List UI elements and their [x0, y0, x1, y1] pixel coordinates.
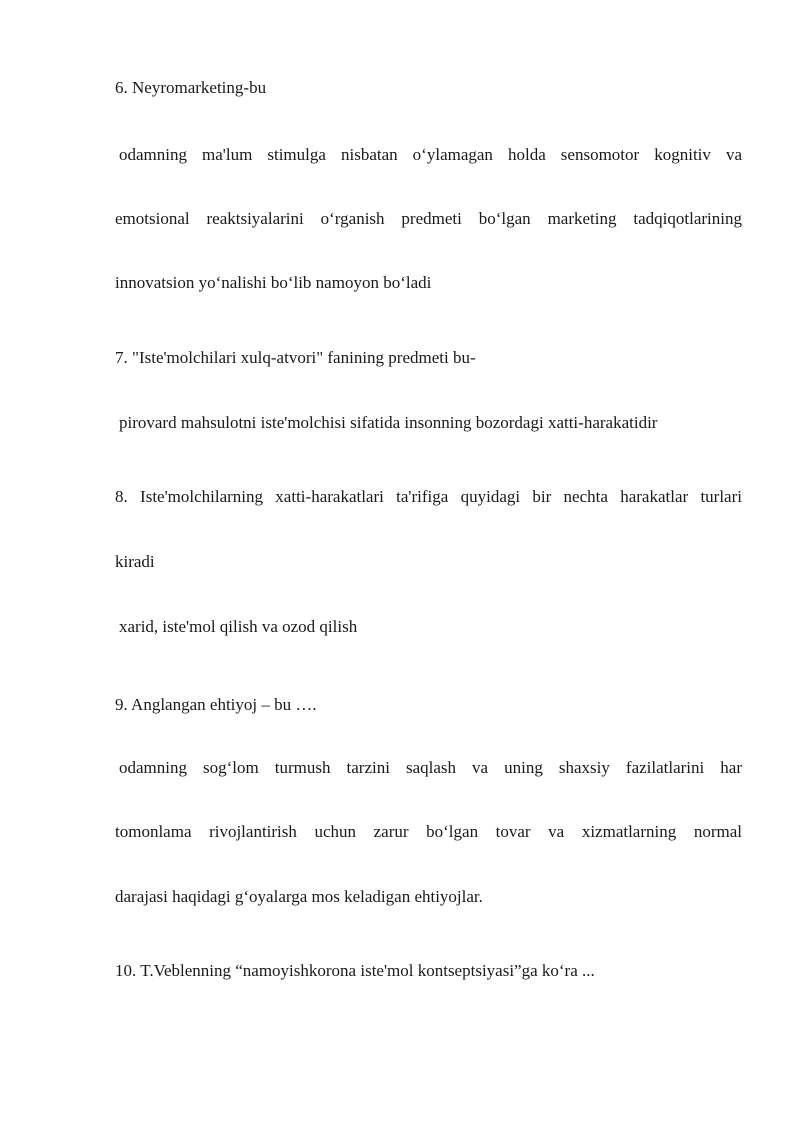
- question-8-title-line-1: 8. Iste'molchilarning xatti-harakatlari ta'rifiga quyidagi bir nechta harakatlar turlari: [115, 487, 742, 506]
- question-9-answer-line-1: odamning sog‘lom turmush tarzini saqlash va uning shaxsiy fazilatlarini har: [119, 758, 742, 777]
- question-6-answer-line-2: emotsional reaktsiyalarini o‘rganish predmeti bo‘lgan marketing tadqiqotlarining: [115, 209, 742, 228]
- question-9-answer-line-3: darajasi haqidagi g‘oyalarga mos keladigan ehtiyojlar.: [115, 887, 483, 906]
- question-6-answer-line-3: innovatsion yo‘nalishi bo‘lib namoyon bo‘ladi: [115, 273, 432, 292]
- question-10-title: 10. T.Veblenning “namoyishkorona iste'mol kontseptsiyasi”ga ko‘ra ...: [115, 961, 595, 980]
- question-7-answer: pirovard mahsulotni iste'molchisi sifatida insonning bozordagi xatti-harakatidir: [119, 413, 658, 432]
- question-9-title: 9. Anglangan ehtiyoj – bu ….: [115, 695, 317, 714]
- question-8-title-line-2: kiradi: [115, 552, 155, 571]
- question-9-answer-line-2: tomonlama rivojlantirish uchun zarur bo‘lgan tovar va xizmatlarning normal: [115, 822, 742, 841]
- question-8-answer: xarid, iste'mol qilish va ozod qilish: [119, 617, 358, 636]
- question-7-title: 7. "Iste'molchilari xulq-atvori" fanining predmeti bu-: [115, 348, 476, 367]
- question-6-title: 6. Neyromarketing-bu: [115, 78, 267, 97]
- question-6-answer-line-1: odamning ma'lum stimulga nisbatan o‘ylamagan holda sensomotor kognitiv va: [119, 145, 742, 164]
